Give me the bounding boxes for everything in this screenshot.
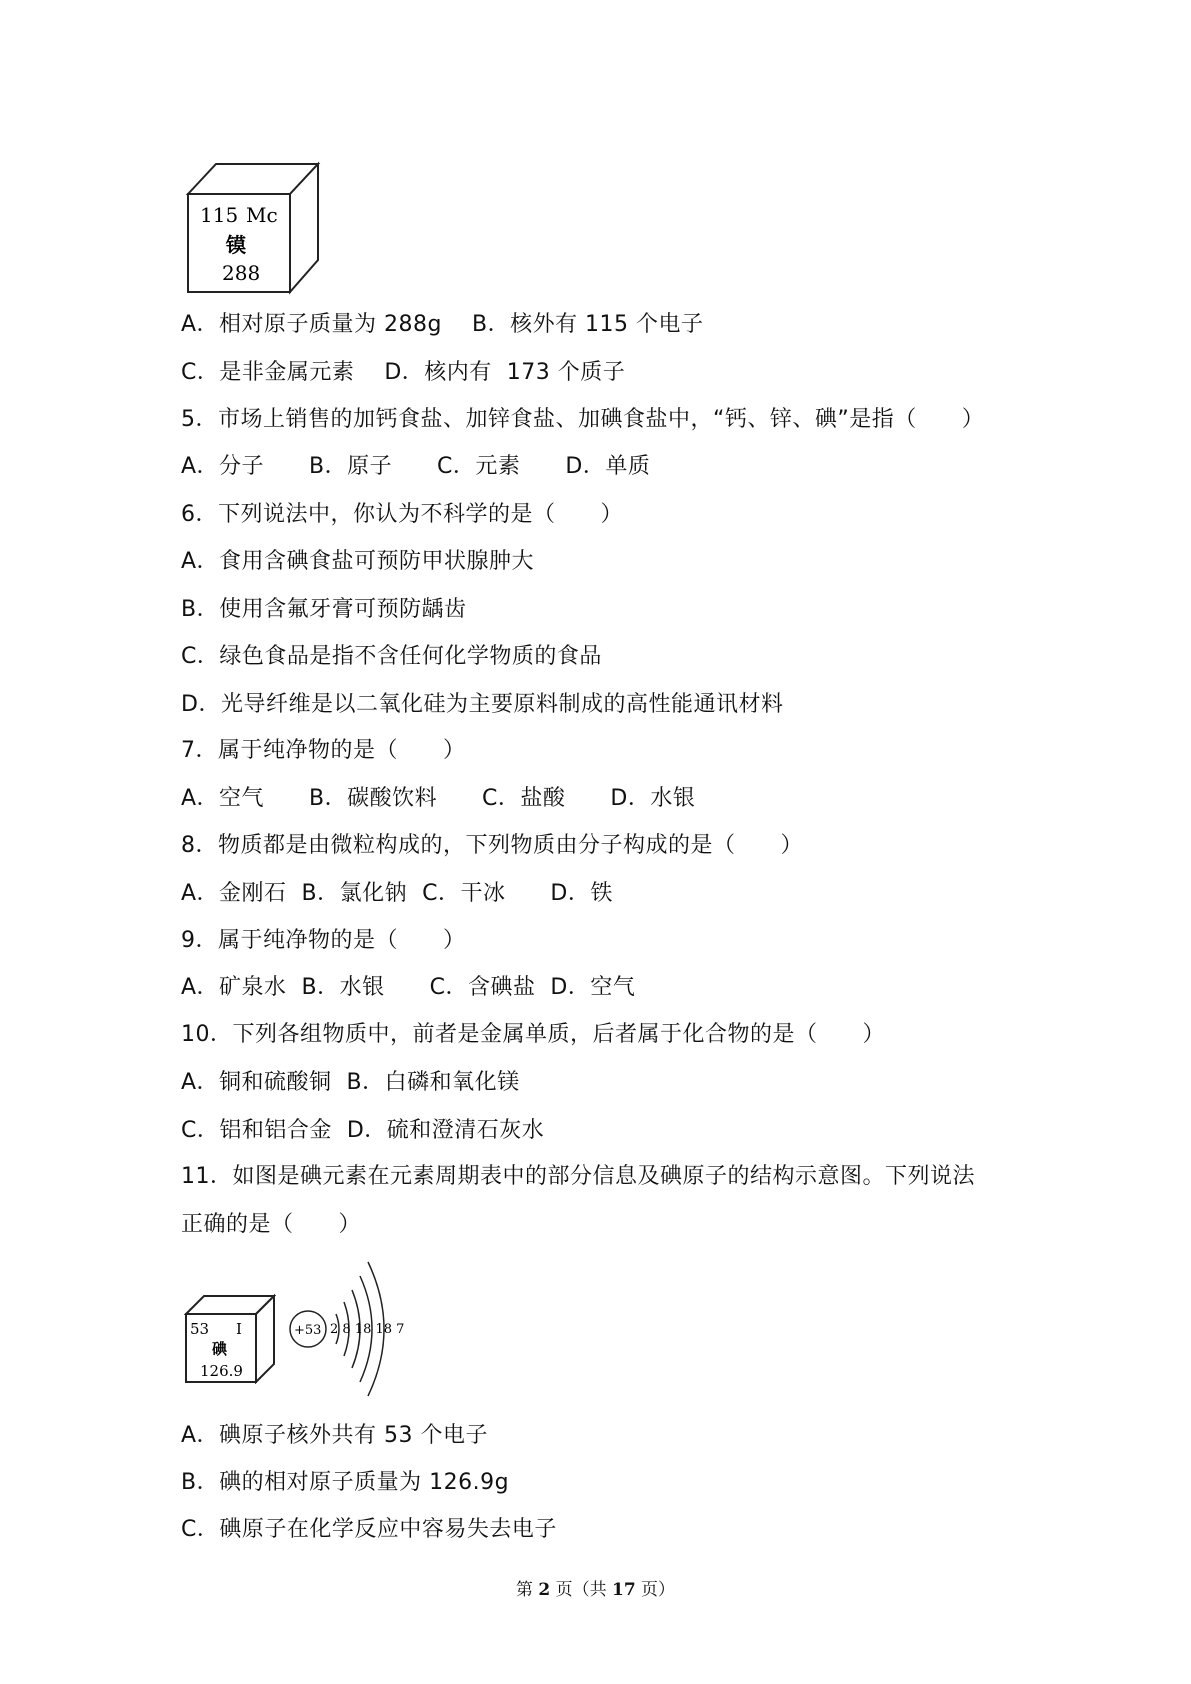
q9-options: A．矿泉水 B．水银 C．含碘盐 D．空气 (181, 975, 636, 1000)
q5-stem: 5．市场上销售的加钙食盐、加锌食盐、加碘食盐中，“钙、锌、碘”是指（ ） (181, 407, 985, 432)
q8-stem: 8．物质都是由微粒构成的，下列物质由分子构成的是（ ） (181, 833, 803, 858)
q5-options: A．分子 B．原子 C．元素 D．单质 (181, 454, 651, 479)
mc-symbol: Mc (246, 203, 278, 227)
q6-option-c: C．绿色食品是指不含任何化学物质的食品 (181, 644, 602, 669)
q11-stem-1: 11．如图是碘元素在元素周期表中的部分信息及碘原子的结构示意图。下列说法 (181, 1164, 975, 1189)
mc-mass: 288 (222, 261, 261, 285)
page-footer (0, 1578, 1191, 1602)
iodine-name: 碘 (212, 1340, 228, 1358)
footer-mid: 页（共 (550, 1580, 612, 1600)
iodine-nucleus: +53 (294, 1323, 322, 1338)
iodine-atom-structure (286, 1252, 416, 1402)
q11-option-a: A．碘原子核外共有 53 个电子 (181, 1423, 489, 1448)
q10-option-cd: C．铝和铝合金 D．硫和澄清石灰水 (181, 1118, 545, 1143)
footer-total-pages: 17 (611, 1580, 636, 1600)
q11-option-c: C．碘原子在化学反应中容易失去电子 (181, 1517, 557, 1542)
q6-option-a: A．食用含碘食盐可预防甲状腺肿大 (181, 549, 535, 574)
element-card-iodine (184, 1292, 276, 1384)
q7-stem: 7．属于纯净物的是（ ） (181, 738, 466, 763)
q7-options: A．空气 B．碳酸饮料 C．盐酸 D．水银 (181, 786, 696, 811)
q8-options: A．金刚石 B．氯化钠 C．干冰 D．铁 (181, 881, 613, 906)
mc-number: 115 (200, 203, 239, 227)
q6-stem: 6．下列说法中，你认为不科学的是（ ） (181, 502, 623, 527)
iodine-shells: 2 8 18 18 7 (330, 1322, 405, 1337)
q10-stem: 10．下列各组物质中，前者是金属单质，后者属于化合物的是（ ） (181, 1022, 885, 1047)
q6-option-b: B．使用含氟牙膏可预防龋齿 (181, 597, 467, 622)
q10-option-ab: A．铜和硫酸铜 B．白磷和氧化镁 (181, 1070, 520, 1095)
q11-option-b: B．碘的相对原子质量为 126.9g (181, 1470, 510, 1495)
q4-option-cd: C．是非金属元素 D．核内有 173 个质子 (181, 360, 626, 385)
q6-option-d: D．光导纤维是以二氧化硅为主要原料制成的高性能通讯材料 (181, 692, 784, 717)
footer-page-number: 2 (538, 1580, 551, 1600)
q9-stem: 9．属于纯净物的是（ ） (181, 928, 466, 953)
element-card-mc (186, 160, 322, 296)
q11-stem-2: 正确的是（ ） (181, 1212, 362, 1237)
iodine-mass: 126.9 (200, 1362, 243, 1380)
iodine-symbol: I (236, 1320, 242, 1338)
iodine-number: 53 (190, 1320, 210, 1338)
footer-post: 页） (635, 1580, 676, 1600)
mc-name: 镆 (226, 233, 246, 257)
footer-pre: 第 (515, 1580, 539, 1600)
q4-option-ab: A．相对原子质量为 288g B．核外有 115 个电子 (181, 312, 704, 337)
